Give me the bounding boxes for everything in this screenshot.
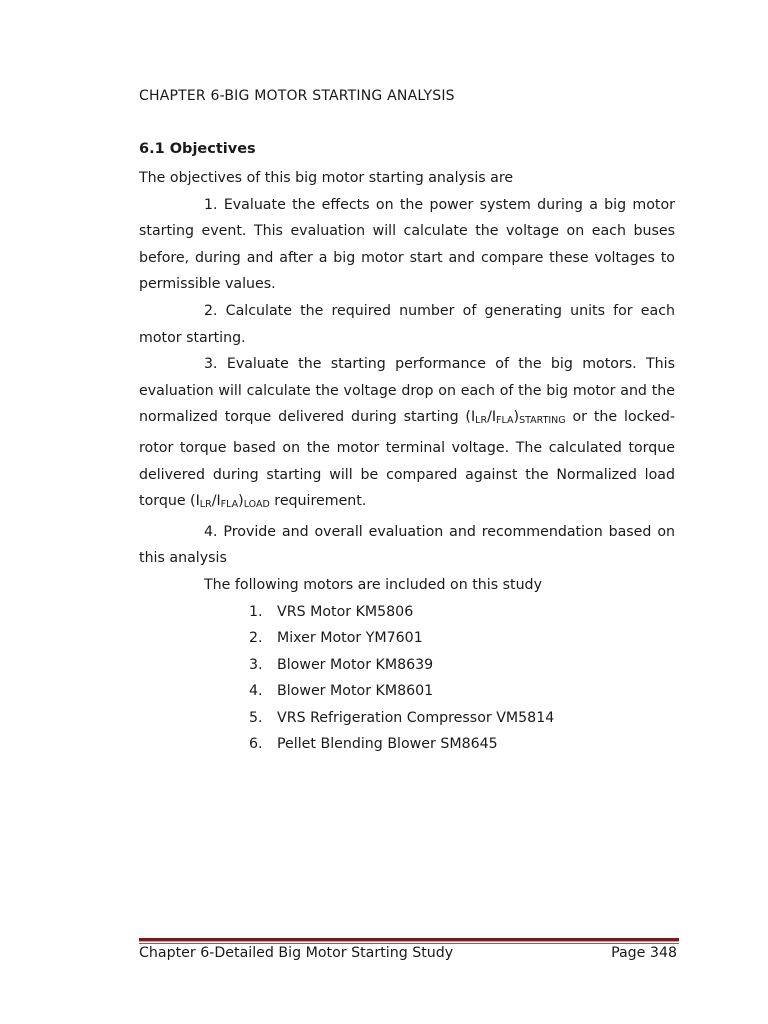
footer-chapter-label: Chapter 6-Detailed Big Motor Starting Study (139, 945, 454, 961)
objective-3 (139, 351, 675, 519)
page-footer (139, 945, 677, 961)
subscript-fla-2: FLA (220, 499, 239, 511)
motor-name: VRS Motor KM5806 (277, 603, 414, 620)
list-item (139, 678, 675, 705)
list-item (139, 705, 675, 732)
list-number: 3. (249, 656, 263, 673)
document-page (139, 0, 675, 1024)
motors-intro: The following motors are included on this study (204, 576, 542, 593)
slash-i: /I (487, 409, 497, 426)
motor-name: Blower Motor KM8601 (277, 683, 434, 700)
list-number: 5. (249, 709, 263, 726)
list-item (139, 731, 675, 758)
page-number: Page 348 (611, 945, 677, 961)
objective-2: 2. Calculate the required number of generating units for each motor starting. (139, 302, 675, 346)
section-heading: 6.1 Objectives (139, 141, 256, 157)
list-number: 1. (249, 603, 263, 620)
subscript-fla: FLA (496, 415, 514, 427)
slash-i-2: /I (211, 493, 221, 510)
close-paren: ) (513, 409, 520, 426)
subscript-lr: LR (475, 415, 488, 427)
list-number: 2. (249, 630, 263, 647)
subscript-load: LOAD (243, 499, 270, 511)
objective-1: 1. Evaluate the effects on the power system during a big motor starting event. This evaluation will calculate the voltage on each buses before, during and after a big motor start and compare these voltages to permissible values. (139, 196, 675, 293)
objective-4: 4. Provide and overall evaluation and recommendation based on this analysis (139, 523, 675, 567)
subscript-lr-2: LR (199, 499, 212, 511)
close-paren-2: ) (238, 493, 244, 510)
body-text (139, 165, 675, 758)
objective-3-text-c: requirement. (269, 493, 367, 510)
list-number: 6. (249, 736, 263, 753)
motor-name: Pellet Blending Blower SM8645 (277, 736, 498, 753)
chapter-title: CHAPTER 6-BIG MOTOR STARTING ANALYSIS (139, 88, 455, 104)
motor-list (139, 599, 675, 759)
intro-paragraph: The objectives of this big motor starting analysis are (139, 170, 514, 186)
motor-name: VRS Refrigeration Compressor VM5814 (277, 709, 555, 726)
list-item (139, 652, 675, 679)
footer-rule (139, 938, 679, 942)
motor-name: Blower Motor KM8639 (277, 656, 434, 673)
subscript-starting: STARTING (519, 415, 566, 427)
footer-rule-thin (139, 943, 679, 944)
list-item (139, 599, 675, 626)
motor-name: Mixer Motor YM7601 (277, 630, 423, 647)
list-item (139, 625, 675, 652)
objective-3-text-b: or the locked-rotor torque based on the motor terminal voltage. The calculated torque delivered during starting will be compared against the Normalized load torque (I (139, 409, 675, 510)
objective-3-text-a: 3. Evaluate the starting performance of the big motors. This evaluation will calculate the voltage drop on each of the big motor and the normalized torque delivered during starting (I (139, 356, 675, 426)
list-number: 4. (249, 683, 263, 700)
